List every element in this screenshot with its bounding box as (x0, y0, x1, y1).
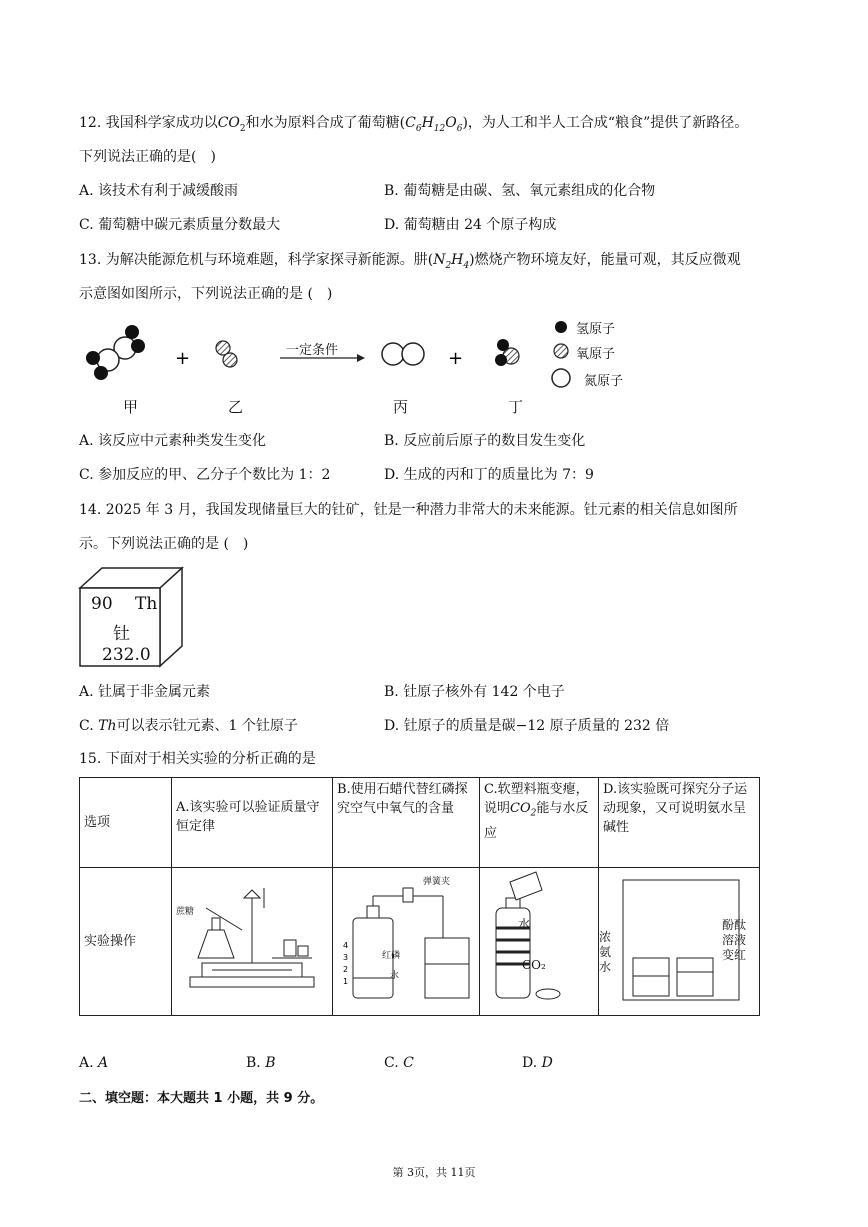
q12-option-a: A. 该技术有利于减缓酸雨 (79, 183, 239, 199)
cell-figure-a (172, 868, 333, 1016)
q14-option-a: A. 钍属于非金属元素 (79, 684, 211, 700)
section-heading: 二、填空题：本大题共 1 小题，共 9 分。 (79, 1091, 324, 1106)
cell-option-d: D.该实验既可探究分子运动现象，又可说明氨水呈碱性 (599, 778, 760, 868)
svg-text:3: 3 (343, 953, 349, 962)
cell-option-a: A.该实验可以验证质量守恒定律 (172, 778, 333, 868)
fig-a-label: 蔗糖 (176, 907, 195, 917)
q12-option-d: D. 葡萄糖由 24 个原子构成 (384, 217, 557, 233)
label-ding: 丁 (508, 398, 524, 416)
q15-option-d: D. D (522, 1055, 553, 1071)
q13-option-b: B. 反应前后原子的数目发生变化 (384, 433, 586, 449)
q13-option-c: C. 参加反应的甲、乙分子个数比为 1：2 (79, 467, 331, 483)
element-number: 90 (91, 594, 113, 614)
q12-line1: 12. 我国科学家成功以$CO_2$和水为原料合成了葡萄糖$(C_6H_{12}O_6)$，为人工和半人工合成“粮食”提供了新路径。 (79, 115, 749, 134)
bottle-figure (480, 868, 598, 1009)
element-mass: 232.0 (102, 645, 151, 665)
fig-c-label-water: 水 (518, 917, 531, 931)
plus-sign-2: + (448, 348, 464, 369)
page-footer: 第 3页，共 11页 (392, 1166, 476, 1179)
label-bing: 丙 (393, 398, 409, 416)
cell-option-b: B.使用石蜡代替红磷探究空气中氧气的含量 (333, 778, 480, 868)
q13-line2: 示意图如图所示，下列说法正确的是 ( ) (79, 286, 333, 302)
legend-hydrogen: 氢原子 (576, 322, 616, 337)
fig-b-label-clamp: 弹簧夹 (423, 877, 451, 887)
q15-option-c: C. C (384, 1055, 414, 1071)
cell-figure-c (480, 868, 599, 1016)
row-label-option: 选项 (80, 778, 172, 868)
molecule-bing (382, 343, 424, 365)
cell-option-c: C.软塑料瓶变瘪，说明$CO_2$能与水反应 (480, 778, 599, 868)
q15-option-a: A. A (79, 1055, 109, 1071)
label-yi: 乙 (228, 398, 244, 416)
fig-d-label-phenolphthalein: 酚酞溶液变红 (722, 918, 747, 962)
q15-option-b: B. B (246, 1055, 276, 1071)
molecule-yi (216, 341, 237, 367)
legend-nitrogen: 氮原子 (584, 374, 624, 389)
balance-figure (172, 868, 332, 1009)
q15-line1: 15. 下面对于相关实验的分析正确的是 (79, 751, 316, 767)
oxygen-figure (333, 868, 479, 1009)
fig-c-label-co2: CO₂ (522, 958, 546, 972)
q13-option-d: D. 生成的丙和丁的质量比为 7：9 (384, 467, 594, 483)
cell-figure-b (333, 868, 480, 1016)
molecule-ding (495, 339, 519, 366)
q12-option-c: C. 葡萄糖中碳元素质量分数最大 (79, 217, 281, 233)
legend-hydrogen-icon (555, 321, 567, 333)
element-name: 钍 (113, 624, 130, 644)
q14-line1: 14. 2025 年 3 月，我国发现储量巨大的钍矿，钍是一种潜力非常大的未来能源。钍元素的相关信息如图所 (79, 502, 738, 518)
svg-text:4: 4 (343, 941, 349, 950)
q13-option-a: A. 该反应中元素种类发生变化 (79, 433, 267, 449)
q14-line2: 示。下列说法正确的是 ( ) (79, 536, 249, 552)
q12-line2: 下列说法正确的是( ) (79, 149, 216, 165)
element-symbol: Th (135, 594, 158, 614)
table-row (80, 868, 760, 1016)
svg-text:1: 1 (343, 977, 349, 986)
q13-line1: 13. 为解决能源危机与环境难题，科学家探寻新能源。肼$(N_2H_4)$燃烧产物环境友好，能量可观，其反应微观 (79, 252, 741, 271)
q14-option-c: C. Th可以表示钍元素、1 个钍原子 (79, 718, 298, 734)
molecule-jia (86, 325, 145, 380)
label-jia: 甲 (123, 398, 139, 416)
row-label-operation: 实验操作 (80, 868, 172, 1016)
fig-b-label-water: 水 (390, 971, 400, 981)
fig-d-label-ammonia: 浓氨水 (599, 930, 612, 974)
plus-sign-1: + (175, 348, 191, 369)
legend-nitrogen-icon (552, 369, 570, 387)
q12-option-b: B. 葡萄糖是由碳、氢、氧元素组成的化合物 (384, 183, 656, 199)
svg-text:2: 2 (343, 965, 349, 974)
arrow-label: 一定条件 (286, 343, 339, 358)
table-row (80, 778, 760, 868)
legend-oxygen-icon (554, 344, 568, 358)
fig-b-label-phosphorus: 红磷 (382, 951, 401, 961)
reaction-diagram (75, 318, 635, 390)
q14-option-b: B. 钍原子核外有 142 个电子 (384, 684, 565, 700)
legend-oxygen: 氧原子 (576, 347, 616, 362)
q14-option-d: D. 钍原子的质量是碳−12 原子质量的 232 倍 (384, 718, 670, 734)
experiment-table (79, 777, 760, 1016)
